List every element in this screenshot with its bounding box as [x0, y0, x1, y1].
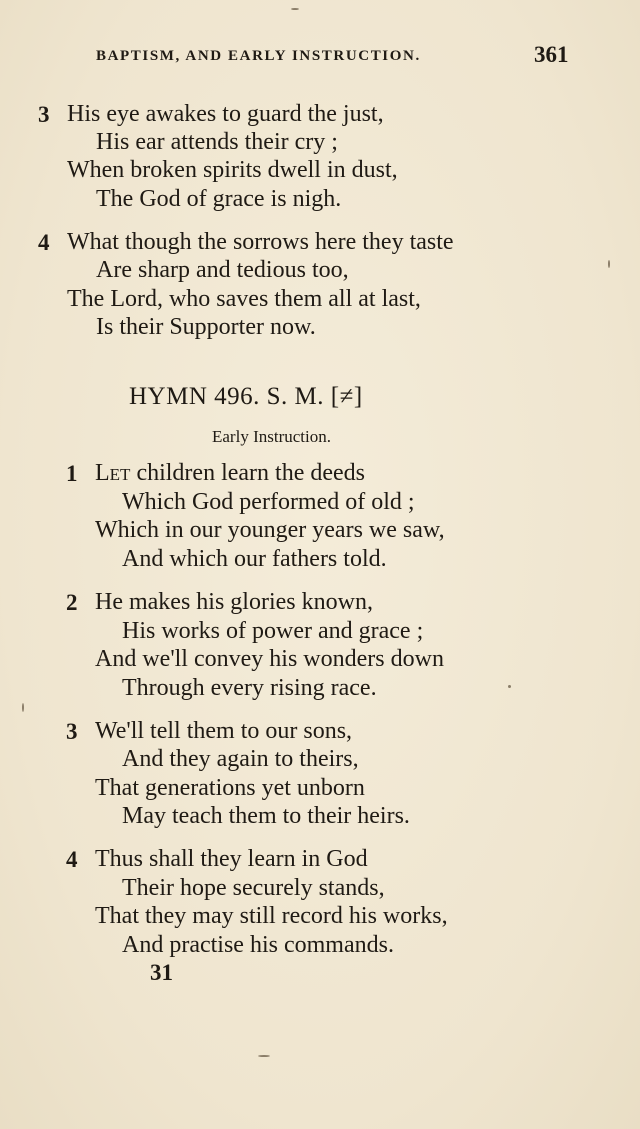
verse-line: When broken spirits dwell in dust, [67, 157, 398, 183]
verse-line: Are sharp and tedious too, [96, 257, 349, 283]
verse-line: His works of power and grace ; [122, 618, 424, 644]
hymn-subtitle: Early Instruction. [212, 427, 331, 446]
verse-line: Through every rising race. [122, 675, 377, 701]
verse-line: His ear attends their cry ; [96, 129, 338, 155]
verse-line: That they may still record his works, [95, 903, 448, 929]
stanza-number: 4 [66, 847, 78, 872]
verse-line: Thus shall they learn in God [95, 846, 368, 872]
verse-line: What though the sorrows here they taste [67, 229, 454, 255]
stanza-number: 4 [38, 230, 50, 255]
paper-speck [291, 8, 299, 10]
first-line-rest: children learn the deeds [130, 460, 365, 486]
stanza-number: 3 [38, 102, 50, 127]
verse-line: His eye awakes to guard the just, [67, 101, 384, 127]
verse-line-first [95, 459, 365, 487]
paper-speck [22, 703, 24, 712]
paper-speck [608, 260, 610, 268]
verse-line: May teach them to their heirs. [122, 803, 410, 829]
verse-line: He makes his glories known, [95, 589, 373, 615]
verse-line: And practise his commands. [122, 932, 394, 958]
verse-line: That generations yet unborn [95, 775, 365, 801]
verse-line: And we'll convey his wonders down [95, 646, 444, 672]
verse-line: And they again to theirs, [122, 746, 359, 772]
stanza-number: 3 [66, 719, 78, 744]
page-number: 361 [534, 42, 569, 67]
running-head: BAPTISM, AND EARLY INSTRUCTION. [96, 48, 421, 64]
verse-line: Is their Supporter now. [96, 314, 316, 340]
signature-mark: 31 [150, 960, 173, 985]
verse-line: And which our fathers told. [122, 546, 387, 572]
verse-line: The Lord, who saves them all at last, [67, 286, 421, 312]
stanza-number: 2 [66, 590, 78, 615]
stanza-number: 1 [66, 461, 78, 486]
verse-line: The God of grace is nigh. [96, 186, 342, 212]
verse-line: Which God performed of old ; [122, 489, 415, 515]
paper-speck [258, 1055, 270, 1057]
verse-line: Which in our younger years we saw, [95, 517, 445, 543]
hymn-title: HYMN 496. S. M. [≠] [129, 383, 363, 410]
first-word: Let [95, 460, 131, 486]
verse-line: We'll tell them to our sons, [95, 718, 353, 744]
paper-speck [508, 685, 511, 688]
verse-line: Their hope securely stands, [122, 875, 385, 901]
